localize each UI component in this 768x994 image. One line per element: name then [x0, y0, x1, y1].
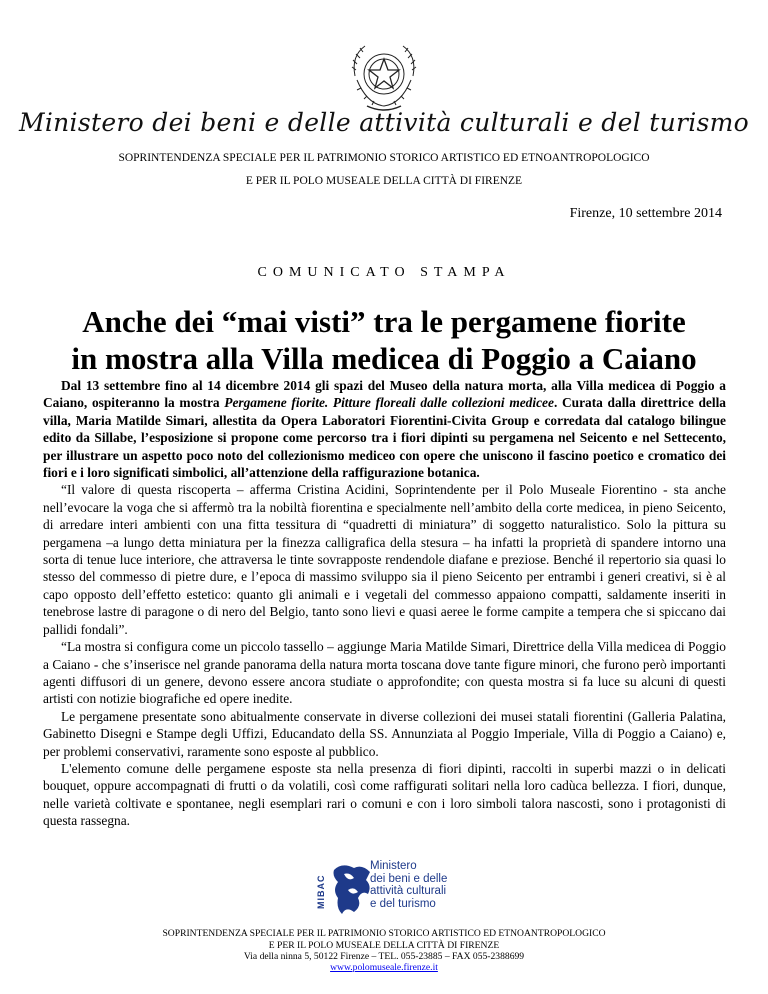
lead-part-1: Dal 13 settembre fino al 14 dicembre 2014 gli spazi del Museo della natura morta, alla Villa medicea di Poggio a Caiano, ospiteranno la mostra — [43, 378, 726, 411]
mibac-side-label: MIBAC — [316, 874, 326, 910]
headline-line-1: Anche dei “mai visti” tra le pergamene fiorite — [82, 304, 686, 339]
footer-soprintendenza-line-1: SOPRINTENDENZA SPECIALE PER IL PATRIMONIO STORICO ARTISTICO ED ETNOANTROPOLOGICO — [162, 928, 606, 939]
logo-text-line-4: e del turismo — [370, 897, 436, 910]
italian-republic-emblem-icon — [347, 36, 421, 112]
paragraph-flowers: L'elemento comune delle pergamene esposte sta nella presenza di fiori dipinti, raccolti in superbi mazzi o in delicati bouquet, oppure accompagnati di frutti o da volatili, così come raffigurati solitari nella loro cadùca bellezza. I fiori, dunque, nelle varietà coltivate e spontanee, negli esemplari rari o comuni e con i loro simboli talora nascosti, sono i protagonisti di questa rassegna. — [43, 760, 726, 829]
lead-part-2: . Curata dalla direttrice della villa, Maria Matilde Simari, allestita da Opera Laboratori Fiorentini-Civita Group e corredata dal catalogo bilingue edito da Sillabe, l’esposizione si propone come percorso tra i fiori dipinti su pergamena nel Seicento e nel Settecento, per illustrare un aspetto poco noto del collezionismo mediceo con opere che uniscono il fascino poetico e cromatico dei fiori e i loro significati simbolici, all’attenzione della raffigurazione botanica. — [43, 395, 726, 481]
paragraph-acidini-quote: “Il valore di questa riscoperta – afferma Cristina Acidini, Soprintendente per il Polo Museale Fiorentino - sta anche nell’evocare la voga che si affermò tra la nobiltà fiorentina e specialmente nell’ambito della corte medicea, in pieno Seicento, di arredare interi ambienti con una fitta tessitura di “quadretti di miniatura” di soggetto naturalistico. Solo la pittura su pergamena –a lungo detta miniatura per la finezza calligrafica della stesura – ha infatti la proprietà di spandere intorno una sorta di tenue luce interiore, che attraversa le tinte sovrapposte rendendole diafane e preziose. Benché il repertorio sia quasi lo stesso del commesso di pietre dure, e l’epoca di massimo sviluppo sia il pieno Seicento per entrambi i generi creativi, si è al capo opposto dell’effetto estetico: quanto gli animali e i vegetali del commesso appaiono compatti, saldamente inseriti in tenebrose lastre di paragone o di nero del Belgio, tanto sono lievi e quasi aeree le forme campite a tempera che si spiccano dai pallidi fondali”. — [43, 482, 726, 637]
document-type-label: COMUNICATO STAMPA — [257, 265, 511, 280]
ministry-title: Ministero dei beni e delle attività culturali e del turismo — [18, 108, 750, 137]
headline — [20, 303, 748, 377]
logo-text-line-3: attività culturali — [370, 885, 447, 897]
paragraph-collections: Le pergamene presentate sono abitualmente conservate in diverse collezioni dei musei statali fiorentini (Galleria Palatina, Gabinetto Disegni e Stampe degli Uffizi, Educandato della SS. Annunziata al Poggio Imperiale, Villa di Poggio a Caiano) e, per problemi conservativi, raramente sono esposte al pubblico. — [43, 708, 726, 759]
exhibition-title: Pergamene fiorite. Pitture floreali dalle collezioni medicee — [224, 395, 554, 411]
logo-text-line-2: dei beni e delle — [370, 872, 448, 885]
body-text — [43, 377, 726, 830]
mibac-logo-text — [370, 860, 480, 910]
mibac-logo — [316, 858, 476, 926]
paragraph-simari-quote: “La mostra si configura come un piccolo tassello – aggiunge Maria Matilde Simari, Direttrice della Villa medicea di Poggio a Caiano - che s’inserisce nel grande panorama della natura morta toscana dove tante figure minori, che furono però importanti agenti diffusori di un genere, devono essere ancora studiate o approfondite; con questa mostra si fa luce su alcuni di questi artisti con notizie biografiche ed opere inedite. — [43, 639, 726, 707]
headline-line-2: in mostra alla Villa medicea di Poggio a Caiano — [71, 341, 697, 376]
footer-address: Via della ninna 5, 50122 Firenze – TEL. 055-23885 – FAX 055-2388699 — [243, 951, 525, 962]
soprintendenza-line-2: E PER IL POLO MUSEALE DELLA CITTÀ DI FIRENZE — [245, 175, 523, 187]
lead-paragraph — [43, 377, 726, 481]
logo-text-line-1: Ministero — [370, 860, 417, 872]
soprintendenza-line-1: SOPRINTENDENZA SPECIALE PER IL PATRIMONIO STORICO ARTISTICO ED ETNOANTROPOLOGICO — [118, 152, 650, 164]
footer-website-link[interactable]: www.polomuseale.firenze.it — [330, 962, 438, 973]
footer-soprintendenza-line-2: E PER IL POLO MUSEALE DELLA CITTÀ DI FIRENZE — [268, 940, 500, 951]
press-release-date: Firenze, 10 settembre 2014 — [569, 206, 722, 221]
